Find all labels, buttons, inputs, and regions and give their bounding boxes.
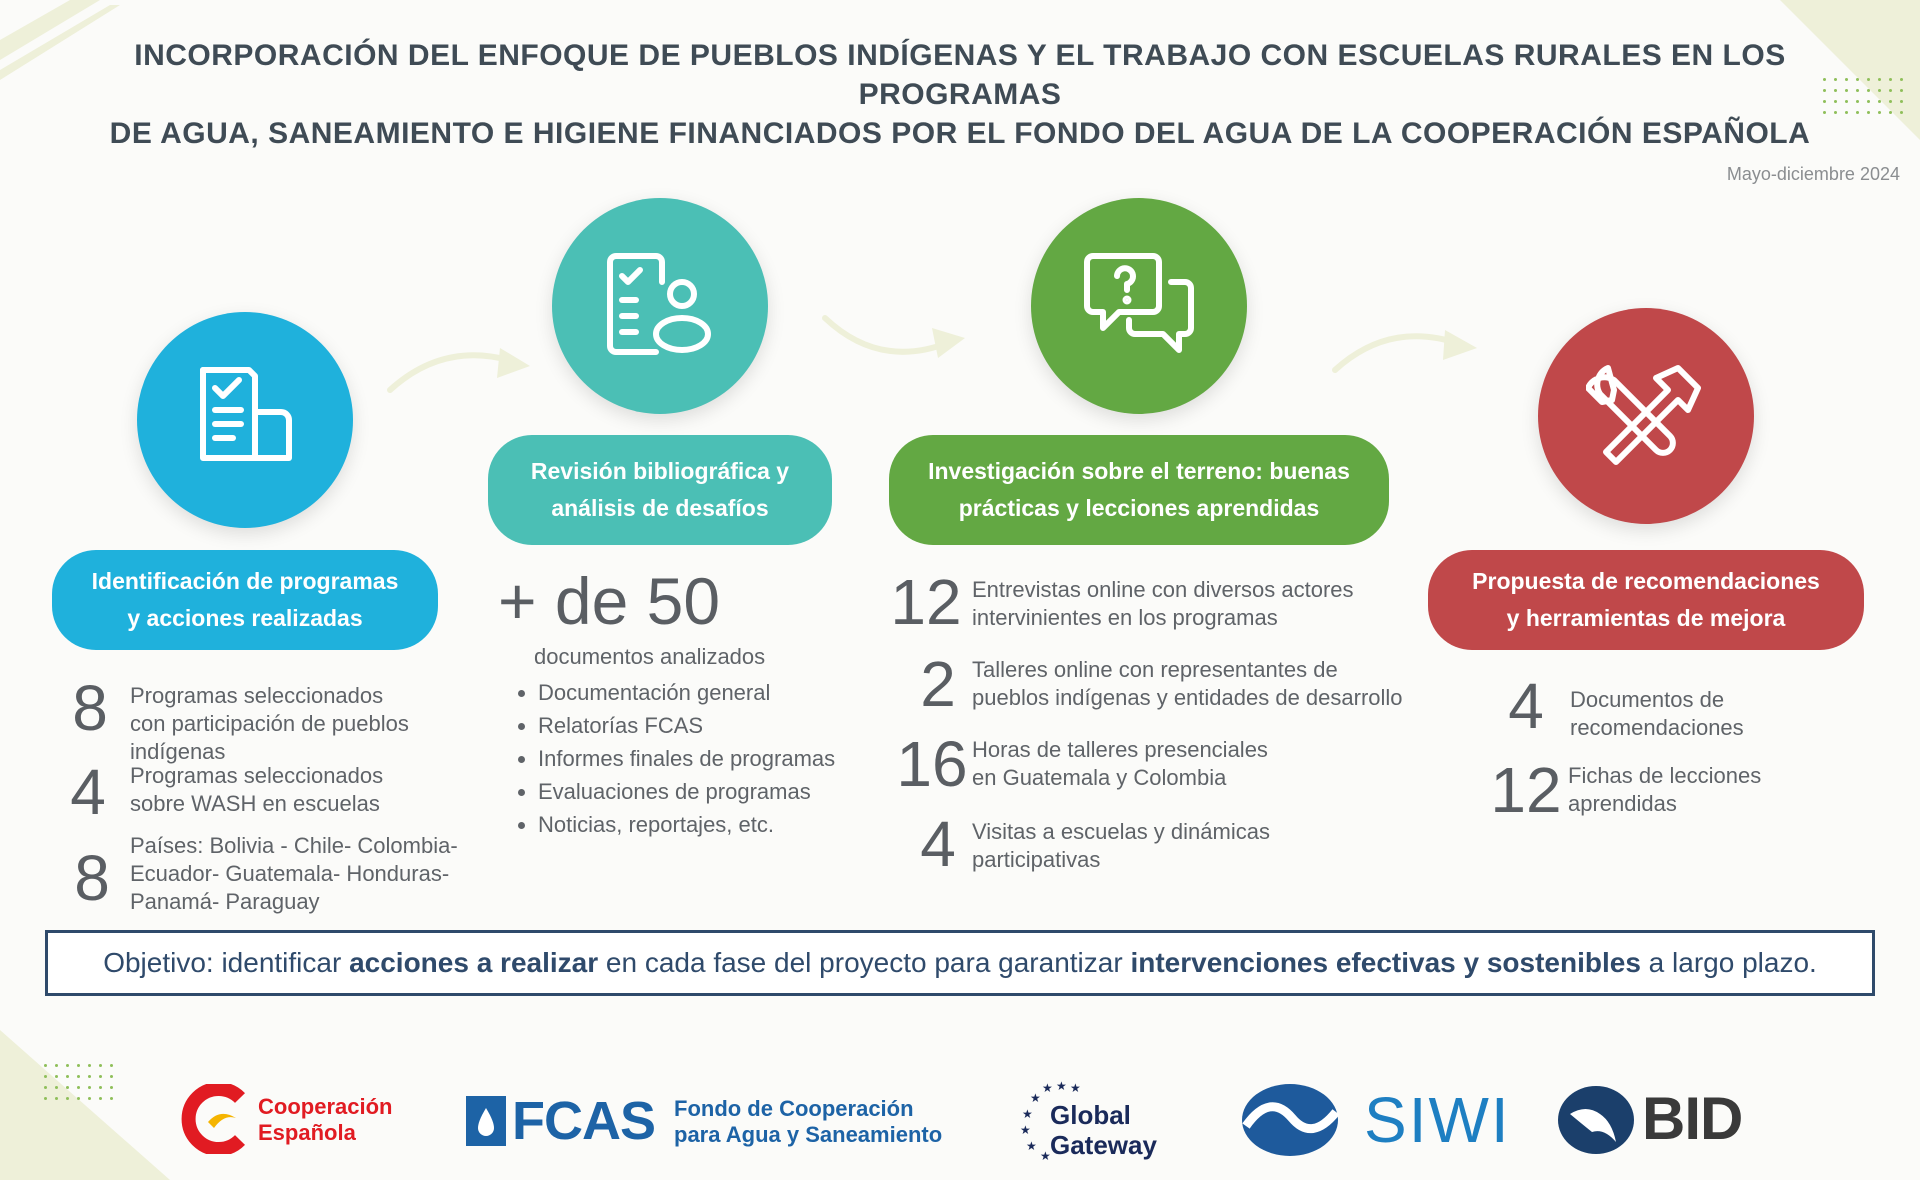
title-line-2: DE AGUA, SANEAMIENTO E HIGIENE FINANCIADOS POR EL FONDO DEL AGUA DE LA COOPERACIÓN ESPAÑOLA: [109, 117, 1811, 150]
list-item: Noticias, reportajes, etc.: [514, 808, 835, 841]
stat-number: 16: [896, 728, 968, 800]
svg-text:★: ★: [1026, 1139, 1037, 1153]
step-2-label: Revisión bibliográfica y análisis de desafíos: [488, 435, 832, 545]
dot-pattern: [44, 1064, 113, 1100]
stat-number: 4: [920, 808, 956, 880]
arrow-connector-3: [1330, 320, 1480, 390]
logo-global-gateway: ★ ★ ★ ★ ★ ★ ★ ★ Global Gateway: [1014, 1078, 1184, 1162]
logo-cooperacion-espanola: Cooperación Española: [180, 1080, 400, 1160]
stat-description: Programas seleccionados con participación de pueblos indígenas: [130, 683, 409, 764]
stat-description: Talleres online con representantes de pueblos indígenas y entidades de desarrollo: [972, 657, 1403, 710]
documents-subline: documentos analizados: [534, 644, 766, 669]
logo-fcas: FCAS Fondo de Cooperación para Agua y Saneamiento: [466, 1090, 946, 1154]
stat-number: 4: [1508, 670, 1544, 742]
arrow-connector-2: [820, 300, 970, 370]
documents-list: [514, 676, 835, 841]
stat-number: 12: [1490, 754, 1562, 826]
bid-globe-icon: [1556, 1084, 1636, 1156]
svg-text:★: ★: [1022, 1107, 1033, 1121]
step-1-label: Identificación de programas y acciones realizadas: [52, 550, 438, 650]
svg-text:★: ★: [1042, 1081, 1053, 1095]
stat-number: 8: [72, 672, 108, 744]
arrow-connector-1: [385, 330, 535, 400]
stat-description: Fichas de lecciones aprendidas: [1568, 763, 1762, 816]
svg-text:★: ★: [1040, 1149, 1051, 1162]
stat-number: 2: [920, 648, 956, 720]
stat-number: 12: [890, 566, 962, 638]
step-3-circle: [1031, 198, 1247, 414]
logo-siwi: SIWI: [1240, 1080, 1510, 1160]
list-item: Evaluaciones de programas: [514, 775, 835, 808]
step-2-circle: [552, 198, 768, 414]
documents-headline: + de 50: [498, 564, 721, 638]
siwi-wave-icon: [1240, 1082, 1340, 1158]
cooperacion-espanola-logo-icon: [180, 1084, 248, 1154]
date-range: Mayo-diciembre 2024: [1726, 164, 1900, 184]
svg-text:★: ★: [1030, 1091, 1041, 1105]
objective-box: Objetivo: identificar acciones a realizar en cada fase del proyecto para garantizar intervenciones efectivas y sostenibles a largo plazo.: [45, 930, 1875, 996]
svg-text:★: ★: [1056, 1079, 1067, 1093]
title-line-1: INCORPORACIÓN DEL ENFOQUE DE PUEBLOS INDÍGENAS Y EL TRABAJO CON ESCUELAS RURALES EN LOS PROGRAMAS: [134, 39, 1786, 111]
svg-text:★: ★: [1020, 1123, 1031, 1137]
step-4-label: Propuesta de recomendaciones y herramientas de mejora: [1428, 550, 1864, 650]
stat-number: 4: [70, 756, 106, 828]
step-3-label: Investigación sobre el terreno: buenas prácticas y lecciones aprendidas: [889, 435, 1389, 545]
stat-description: Entrevistas online con diversos actores intervinientes en los programas: [972, 577, 1354, 630]
tools-icon: [1586, 356, 1706, 476]
step-4-circle: [1538, 308, 1754, 524]
stat-description: Visitas a escuelas y dinámicas participativas: [972, 819, 1270, 872]
stat-description: Países: Bolivia - Chile- Colombia- Ecuador- Guatemala- Honduras- Panamá- Paraguay: [130, 833, 458, 914]
step-1-circle: [137, 312, 353, 528]
page-title: [60, 36, 1860, 153]
document-review-icon: [600, 246, 720, 366]
stat-description: Horas de talleres presenciales en Guatemala y Colombia: [972, 737, 1268, 790]
stat-description: Programas seleccionados sobre WASH en escuelas: [130, 763, 384, 816]
fcas-drop-icon: [466, 1096, 506, 1146]
logo-bid: BID: [1556, 1080, 1756, 1160]
list-item: Documentación general: [514, 676, 835, 709]
chat-question-icon: [1079, 246, 1199, 366]
svg-text:★: ★: [1070, 1081, 1081, 1095]
stat-description: Documentos de recomendaciones: [1570, 687, 1744, 740]
clipboard-check-icon: [185, 360, 305, 480]
list-item: Relatorías FCAS: [514, 709, 835, 742]
list-item: Informes finales de programas: [514, 742, 835, 775]
stat-number: 8: [74, 842, 110, 914]
